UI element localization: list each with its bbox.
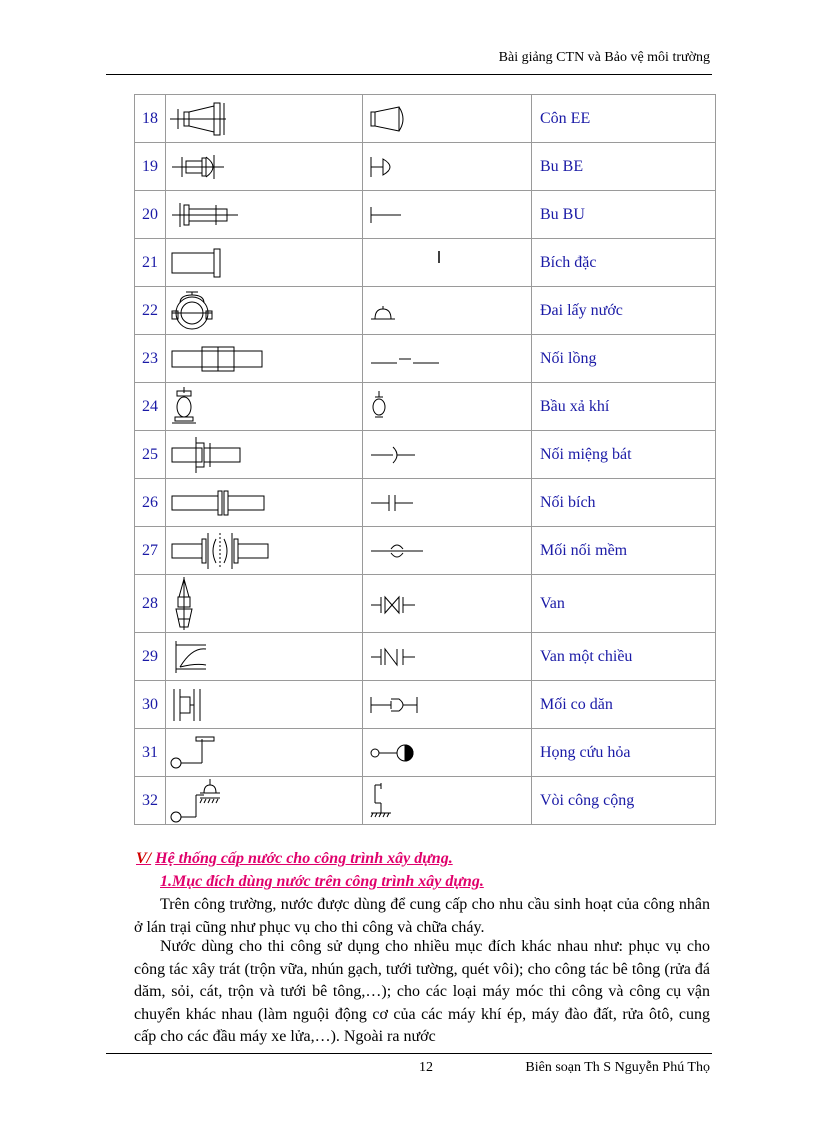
row-number: 30	[135, 681, 166, 729]
symbol-name: Mối nối mềm	[532, 527, 716, 575]
footer-author: Biên soạn Th S Nguyễn Phú Thọ	[525, 1060, 710, 1075]
detail-symbol	[166, 383, 363, 431]
bu-bu-plan-icon	[363, 191, 531, 238]
plan-symbol	[363, 239, 532, 287]
bau-xa-khi-detail-icon	[166, 383, 362, 430]
row-number: 19	[135, 143, 166, 191]
table-row	[135, 431, 716, 479]
symbol-name: Mối co dăn	[532, 681, 716, 729]
row-number: 32	[135, 777, 166, 825]
row-number: 29	[135, 633, 166, 681]
table-row	[135, 575, 716, 633]
detail-symbol	[166, 729, 363, 777]
symbol-name: Bầu xả khí	[532, 383, 716, 431]
van-mot-chieu-detail-icon	[166, 633, 362, 680]
noi-long-plan-icon	[363, 335, 531, 382]
page-number: 12	[419, 1060, 433, 1075]
bu-be-plan-icon	[363, 143, 531, 190]
detail-symbol	[166, 143, 363, 191]
van-detail-icon	[166, 575, 362, 632]
con-ee-detail-icon	[166, 95, 362, 142]
detail-symbol	[166, 239, 363, 287]
detail-symbol	[166, 633, 363, 681]
row-number: 18	[135, 95, 166, 143]
symbol-name: Bích đặc	[532, 239, 716, 287]
hong-cuu-hoa-plan-icon	[363, 729, 531, 776]
symbol-name: Van một chiều	[532, 633, 716, 681]
hong-cuu-hoa-detail-icon	[166, 729, 362, 776]
moi-noi-mem-plan-icon	[363, 527, 531, 574]
table-row	[135, 95, 716, 143]
voi-cong-cong-detail-icon	[166, 777, 362, 824]
table-row	[135, 681, 716, 729]
table-row	[135, 191, 716, 239]
header-rule	[106, 74, 712, 75]
section-heading	[136, 850, 453, 868]
paragraph: Nước dùng cho thi công sử dụng cho nhiều mục đích khác nhau như: phục vụ cho công tác xây trát (trộn vữa, nhún gạch, tưới tường, quét vôi); cho công tác bê tông (rửa đá dăm, sỏi, cát, trộn và tưới bê tông,…); cho các loại máy móc thi công và công cụ vận chuyển khác nhau (làm nguội động cơ của các máy khí ép, máy đào đất, rửa ôtô, cung cấp cho các đầu máy xe lửa,…). Ngoài ra nước	[134, 938, 710, 1045]
detail-symbol	[166, 479, 363, 527]
plan-symbol	[363, 479, 532, 527]
plan-symbol	[363, 729, 532, 777]
table-row	[135, 479, 716, 527]
symbol-name: Nối miệng bát	[532, 431, 716, 479]
plan-symbol	[363, 681, 532, 729]
table-row	[135, 383, 716, 431]
row-number: 23	[135, 335, 166, 383]
symbol-table	[134, 94, 716, 825]
symbol-name: Đai lấy nước	[532, 287, 716, 335]
detail-symbol	[166, 431, 363, 479]
detail-symbol	[166, 191, 363, 239]
noi-mieng-bat-plan-icon	[363, 431, 531, 478]
symbol-name: Nối lồng	[532, 335, 716, 383]
detail-symbol	[166, 527, 363, 575]
con-ee-plan-icon	[363, 95, 531, 142]
symbol-name: Côn EE	[532, 95, 716, 143]
row-number: 20	[135, 191, 166, 239]
row-number: 26	[135, 479, 166, 527]
plan-symbol	[363, 575, 532, 633]
plan-symbol	[363, 335, 532, 383]
van-plan-icon	[363, 575, 531, 632]
plan-symbol	[363, 383, 532, 431]
moi-co-dan-detail-icon	[166, 681, 362, 728]
van-mot-chieu-plan-icon	[363, 633, 531, 680]
detail-symbol	[166, 575, 363, 633]
plan-symbol	[363, 527, 532, 575]
table-row	[135, 777, 716, 825]
noi-mieng-bat-detail-icon	[166, 431, 362, 478]
detail-symbol	[166, 335, 363, 383]
section-prefix: V/	[136, 850, 152, 867]
bich-dac-detail-icon	[166, 239, 362, 286]
bu-be-detail-icon	[166, 143, 362, 190]
bich-dac-plan-icon	[363, 239, 531, 286]
table-row	[135, 527, 716, 575]
row-number: 27	[135, 527, 166, 575]
plan-symbol	[363, 287, 532, 335]
table-row	[135, 729, 716, 777]
table-row	[135, 287, 716, 335]
row-number: 24	[135, 383, 166, 431]
detail-symbol	[166, 777, 363, 825]
symbol-name: Vòi công cộng	[532, 777, 716, 825]
plan-symbol	[363, 191, 532, 239]
row-number: 22	[135, 287, 166, 335]
footer-rule	[106, 1053, 712, 1054]
table-row	[135, 143, 716, 191]
table-row	[135, 335, 716, 383]
detail-symbol	[166, 287, 363, 335]
paragraph: Trên công trường, nước được dùng để cung cấp cho nhu cầu sinh hoạt của công nhân ở lán trại cũng như phục vụ cho thi công và chữa cháy.	[134, 896, 710, 936]
plan-symbol	[363, 777, 532, 825]
detail-symbol	[166, 95, 363, 143]
row-number: 31	[135, 729, 166, 777]
moi-noi-mem-detail-icon	[166, 527, 362, 574]
symbol-name: Van	[532, 575, 716, 633]
table-row	[135, 239, 716, 287]
row-number: 21	[135, 239, 166, 287]
row-number: 28	[135, 575, 166, 633]
symbol-name: Nối bích	[532, 479, 716, 527]
symbol-name: Họng cứu hỏa	[532, 729, 716, 777]
plan-symbol	[363, 633, 532, 681]
dai-lay-nuoc-plan-icon	[363, 287, 531, 334]
symbol-name: Bu BU	[532, 191, 716, 239]
bu-bu-detail-icon	[166, 191, 362, 238]
detail-symbol	[166, 681, 363, 729]
dai-lay-nuoc-detail-icon	[166, 287, 362, 334]
plan-symbol	[363, 95, 532, 143]
page-header: Bài giảng CTN và Bảo vệ môi trường	[498, 50, 710, 65]
noi-long-detail-icon	[166, 335, 362, 382]
plan-symbol	[363, 431, 532, 479]
subsection-heading: 1.Mục đích dùng nước trên công trình xây dựng.	[160, 873, 484, 890]
moi-co-dan-plan-icon	[363, 681, 531, 728]
row-number: 25	[135, 431, 166, 479]
bau-xa-khi-plan-icon	[363, 383, 531, 430]
noi-bich-plan-icon	[363, 479, 531, 526]
noi-bich-detail-icon	[166, 479, 362, 526]
symbol-name: Bu BE	[532, 143, 716, 191]
table-row	[135, 633, 716, 681]
section-heading-text: Hệ thống cấp nước cho công trình xây dựng.	[155, 850, 453, 867]
plan-symbol	[363, 143, 532, 191]
voi-cong-cong-plan-icon	[363, 777, 531, 824]
